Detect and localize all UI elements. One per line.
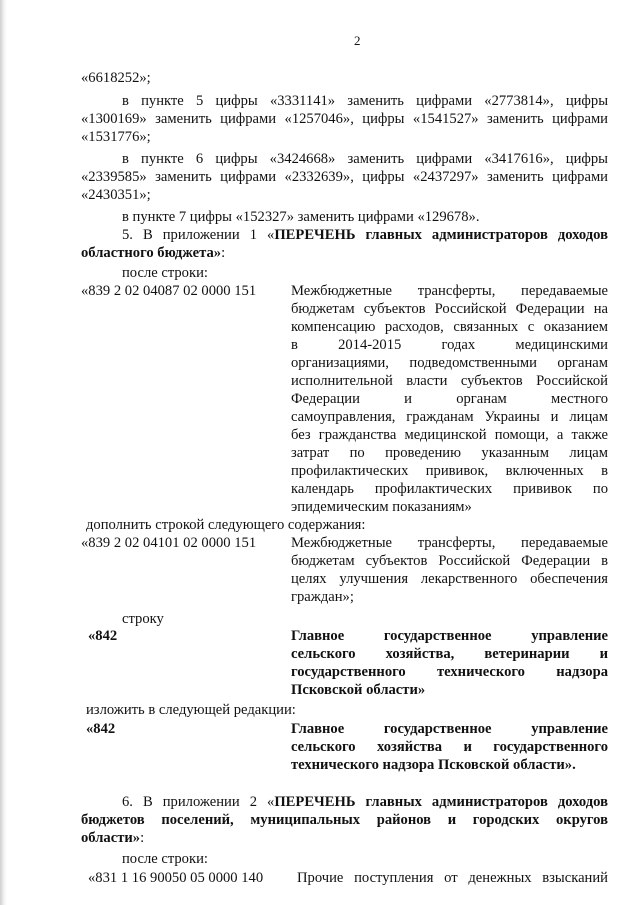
add-row-label: дополнить строкой следующего содержания: bbox=[86, 517, 366, 533]
heading-bold: ПЕРЕЧЕНЬ главных администраторов доходов bbox=[274, 227, 608, 243]
row-desc-line: компенсацию расходов, связанных с оказанием bbox=[291, 319, 608, 335]
scan-edge-shadow bbox=[0, 0, 7, 905]
row-desc-line: Главное государственное управление bbox=[291, 628, 608, 644]
text-line: в пункте 6 цифры «3424668» заменить цифрами «3417616», цифры bbox=[122, 151, 608, 167]
row-word-label: строку bbox=[122, 611, 164, 627]
row-desc-line: Прочие поступления от денежных взысканий bbox=[297, 870, 608, 886]
row-code: «839 2 02 04101 02 0000 151 bbox=[81, 535, 257, 551]
heading-suffix: : bbox=[140, 830, 145, 846]
text-line: «6618252»; bbox=[81, 70, 151, 86]
row-desc-line: бюджетам субъектов Российской Федерации на bbox=[291, 301, 608, 317]
row-desc-line: затрат по проведению указанным лицам bbox=[291, 445, 608, 461]
row-desc-line: Главное государственное управление bbox=[291, 721, 608, 737]
row-desc-line: в 2014-2015 годах медицинскими bbox=[291, 337, 608, 353]
heading-bold: ПЕРЕЧЕНЬ главных администраторов доходов bbox=[274, 794, 608, 810]
text-line: «1300169» заменить цифрами «1257046», цифры «1541527» заменить цифрами bbox=[81, 111, 608, 127]
row-desc-line: календарь профилактических прививок по bbox=[291, 481, 608, 497]
row-desc-line: сельского хозяйства, ветеринарии и bbox=[291, 646, 608, 662]
row-desc-line: бюджетам субъектов Российской Федерации в bbox=[291, 553, 608, 569]
row-desc-line: сельского хозяйства и государственного bbox=[291, 739, 608, 755]
heading-suffix: : bbox=[221, 245, 226, 261]
page-number: 2 bbox=[354, 33, 361, 48]
section-6-heading bbox=[122, 793, 608, 811]
row-desc-line: организациями, подведомственными органам bbox=[291, 355, 608, 371]
text-line: «2339585» заменить цифрами «2332639», цифры «2437297» заменить цифрами bbox=[81, 169, 608, 185]
section-6-heading-cont bbox=[81, 829, 144, 847]
heading-prefix: 5. В приложении 1 « bbox=[122, 227, 275, 243]
row-code: «842 bbox=[86, 721, 116, 737]
row-desc-line: технического надзора Псковской области». bbox=[291, 757, 576, 773]
row-desc-line: граждан»; bbox=[291, 589, 354, 605]
row-desc-line: профилактических прививок, включенных в bbox=[291, 463, 608, 479]
text-line: в пункте 7 цифры «152327» заменить цифрами «129678». bbox=[122, 209, 480, 225]
text-line: «1531776»; bbox=[81, 129, 151, 145]
row-code: «831 1 16 90050 05 0000 140 bbox=[88, 870, 264, 886]
row-desc-line: государственного технического надзора bbox=[291, 664, 608, 680]
section-6-heading-cont: бюджетов поселений, муниципальных районов и городских округов bbox=[81, 812, 608, 828]
row-desc-line: исполнительной власти субъектов Российской bbox=[291, 373, 608, 389]
row-desc-line: Межбюджетные трансферты, передаваемые bbox=[291, 535, 608, 551]
row-desc-line: Псковской области» bbox=[291, 682, 426, 698]
row-desc-line: целях улучшения лекарственного обеспечения bbox=[291, 571, 608, 587]
row-desc-line: без гражданства медицинской помощи, а также bbox=[291, 427, 608, 443]
text-line: в пункте 5 цифры «3331141» заменить цифрами «2773814», цифры bbox=[122, 93, 608, 109]
row-desc-line: Межбюджетные трансферты, передаваемые bbox=[291, 283, 608, 299]
after-row-label: после строки: bbox=[122, 851, 208, 867]
after-row-label: после строки: bbox=[122, 265, 208, 281]
row-desc-line: самоуправления, гражданам Украины и лицам bbox=[291, 409, 608, 425]
heading-bold: области» bbox=[81, 830, 141, 846]
row-desc-line: эпидемическим показаниям» bbox=[291, 499, 472, 515]
heading-prefix: 6. В приложении 2 « bbox=[122, 794, 275, 810]
text-line: «2430351»; bbox=[81, 187, 151, 203]
row-desc-line: Федерации и органам местного bbox=[291, 391, 608, 407]
heading-bold: областного бюджета» bbox=[81, 245, 222, 261]
edit-row-label: изложить в следующей редакции: bbox=[86, 702, 296, 718]
row-code: «842 bbox=[88, 628, 118, 644]
section-5-heading-cont bbox=[81, 244, 225, 262]
row-code: «839 2 02 04087 02 0000 151 bbox=[81, 283, 257, 299]
section-5-heading bbox=[122, 226, 608, 244]
